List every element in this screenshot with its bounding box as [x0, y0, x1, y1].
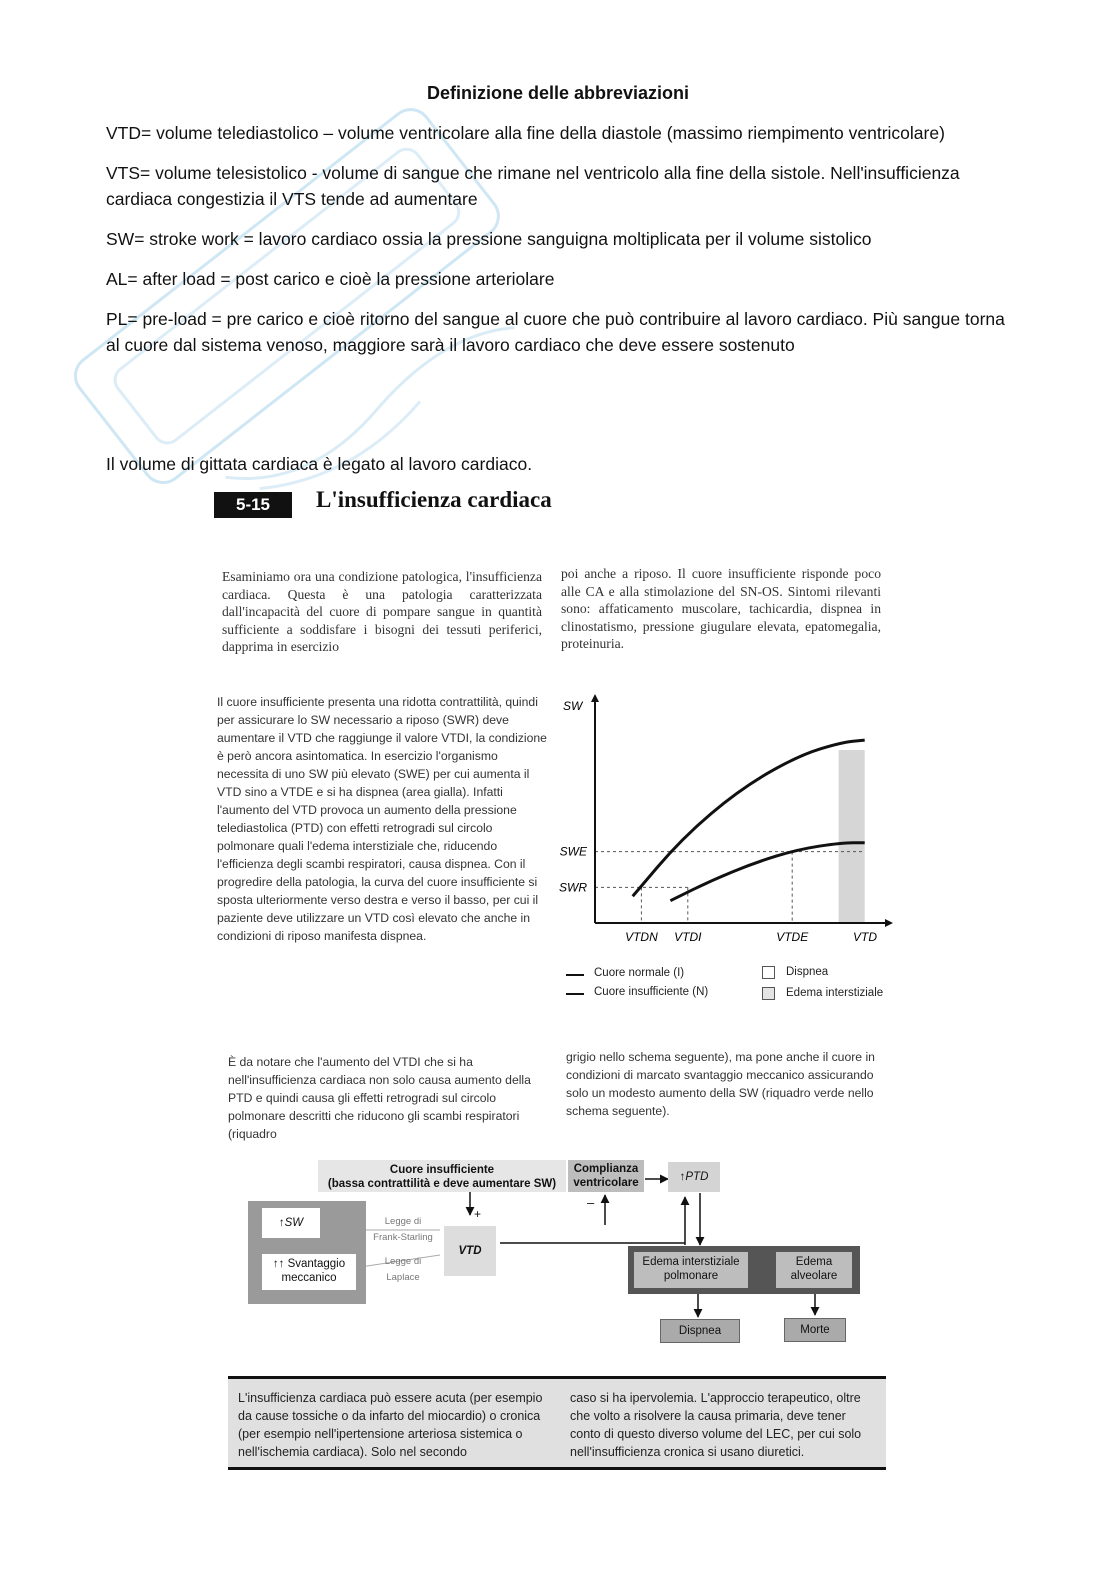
edema-interstiziale-box	[634, 1252, 748, 1288]
definition-sw: SW= stroke work = lavoro cardiaco ossia la pressione sanguigna moltiplicata per il volume sistolico	[106, 229, 872, 249]
note-left: È da notare che l'aumento del VTDI che si ha nell'insufficienza cardiaca non solo causa aumento della PTD e quindi causa gli effetti retrogradi sul circolo polmonare descritti che riducono gli scambi respiratori (riquadro	[228, 1055, 531, 1141]
svantaggio-box	[262, 1254, 356, 1290]
definition-vtd: VTD= volume telediastolico – volume ventricolare alla fine della diastole (massimo riempimento ventricolare)	[106, 123, 945, 143]
laplace-line1: Legge di	[384, 1256, 422, 1267]
watermark-logo	[10, 40, 570, 560]
y-tick-swe: SWE	[559, 844, 587, 859]
legend-dispnea-label: Dispnea	[786, 966, 829, 978]
svantaggio-line2: meccanico	[281, 1272, 337, 1284]
section-badge: 5-15	[214, 492, 292, 518]
complianza-line2: ventricolare	[573, 1177, 639, 1189]
edema-alveolare-box	[776, 1252, 852, 1288]
edema-int-line2: polmonare	[663, 1270, 719, 1282]
legend-failing-swatch	[566, 993, 584, 995]
note-right: grigio nello schema seguente), ma pone anche il cuore in condizioni di marcato svantaggio meccanico assicurando solo un modesto aumento della SW (riquadro verde nello schema seguente).	[566, 1050, 875, 1118]
vtd-box: VTD	[444, 1226, 496, 1276]
legend-edema-swatch	[762, 987, 775, 1000]
edema-region	[839, 750, 865, 923]
y-axis-arrow	[591, 694, 599, 702]
intro-left: Esaminiamo ora una condizione patologica, l'insufficienza cardiaca. Questa è una patologia caratterizzata dall'incapacità del cuore di pompare sangue in quantità sufficiente a soddisfare i bisogni dei tessuti periferici, dapprima in esercizio	[222, 569, 542, 654]
laplace-label	[368, 1254, 438, 1286]
legend-dispnea-swatch	[762, 966, 775, 979]
dispnea-box: Dispnea	[660, 1319, 740, 1343]
bottom-note-left: L'insufficienza cardiaca può essere acuta (per esempio da cause tossiche o da infarto del miocardio) o cronica (per esempio nell'ipertensione arteriosa sistemica o nell'ischemia cardiaca). Solo nel secondo	[238, 1391, 543, 1459]
chart-legend	[566, 966, 896, 1006]
legend-failing-label: Cuore insufficiente (N)	[594, 986, 709, 998]
page-heading: Definizione delle abbreviazioni	[426, 83, 690, 103]
y-axis-label: SW	[563, 699, 583, 713]
plus-sign: +	[474, 1207, 482, 1221]
intro-right: poi anche a riposo. Il cuore insufficiente risponde poco alle CA e alla stimolazione del SN-OS. Sintomi rilevanti sono: affaticamento muscolare, tachicardia, dispnea in clinostatismo, pressione giugulare elevata, epatomegalia, proteinuria.	[561, 566, 881, 651]
cuore-insufficiente-line2: (bassa contrattilità e deve aumentare SW)	[327, 1178, 557, 1190]
edema-alv-line1: Edema	[795, 1256, 833, 1268]
cuore-insufficiente-box	[318, 1160, 566, 1192]
definition-al: AL= after load = post carico e cioè la pressione arteriolare	[106, 269, 555, 289]
x-tick-vtdi: VTDI	[674, 930, 702, 944]
gittata-sentence: Il volume di gittata cardiaca è legato al lavoro cardiaco.	[106, 454, 533, 474]
morte-box: Morte	[784, 1318, 846, 1342]
legend-normal-swatch	[566, 974, 584, 976]
laplace-line2: Laplace	[386, 1272, 420, 1283]
book-section-title: L'insufficienza cardiaca	[316, 487, 552, 512]
ptd-box: ↑PTD	[668, 1162, 720, 1192]
y-tick-swr: SWR	[559, 880, 587, 895]
complianza-box	[568, 1160, 644, 1192]
bottom-note-box	[228, 1376, 886, 1470]
frank-line1: Legge di	[384, 1216, 422, 1227]
bottom-note-right: caso si ha ipervolemia. L'approccio terapeutico, oltre che volto a risolvere la causa primaria, deve tener conto di questo diverso volume del LEC, per cui solo nell'insufficienza cronica si usano diuretici.	[570, 1391, 862, 1459]
definition-vts: VTS= volume telesistolico - volume di sangue che rimane nel ventricolo alla fine della sistole. Nell'insufficienza cardiaca congestizia il VTS tende ad aumentare	[106, 163, 960, 209]
cuore-insufficiente-line1: Cuore insufficiente	[389, 1164, 495, 1176]
frank-starling-label	[368, 1214, 438, 1246]
sw-vtd-chart	[555, 688, 900, 953]
definition-pl: PL= pre-load = pre carico e cioè ritorno del sangue al cuore che può contribuire al lavoro cardiaco. Più sangue torna al cuore dal sistema venoso, maggiore sarà il lavoro cardiaco che deve essere sostenuto	[106, 309, 1005, 355]
minus-sign: –	[587, 1195, 595, 1210]
svantaggio-line1: ↑↑ Svantaggio	[272, 1258, 346, 1270]
x-tick-vtd: VTD	[853, 930, 877, 944]
frank-line2: Frank-Starling	[373, 1232, 433, 1243]
complianza-line1: Complianza	[573, 1163, 639, 1175]
x-tick-vtdn: VTDN	[625, 930, 658, 944]
x-axis-arrow	[885, 919, 893, 927]
edema-alv-line2: alveolare	[790, 1270, 838, 1282]
sw-box: ↑SW	[262, 1208, 320, 1238]
chart-explanation: Il cuore insufficiente presenta una ridotta contrattilità, quindi per assicurare lo SW necessario a riposo (SWR) deve aumentare il VTD che raggiunge il valore VTDI, la condizione è però ancora asintomatica. In esercizio l'organismo necessita di uno SW più elevato (SWE) per cui aumenta il VTD sino a VTDE e si ha dispnea (area gialla). Infatti l'aumento del VTD provoca un aumento della pressione telediastolica (PTD) con effetti retrogradi sul circolo polmonare quali l'edema interstiziale che, riducendo l'efficienza degli scambi respiratori, causa dispnea. Con il progredire della patologia, la curva del cuore insufficiente si sposta ulteriormente verso destra e verso il basso, per cui il paziente deve utilizzare un VTD così elevato che anche in condizioni di riposo manifesta dispnea.	[217, 695, 547, 943]
edema-int-line1: Edema interstiziale	[642, 1256, 740, 1268]
dispnea-region	[792, 750, 838, 923]
legend-edema-label: Edema interstiziale	[786, 987, 884, 999]
legend-normal-label: Cuore normale (I)	[594, 967, 685, 979]
x-tick-vtde: VTDE	[776, 930, 809, 944]
